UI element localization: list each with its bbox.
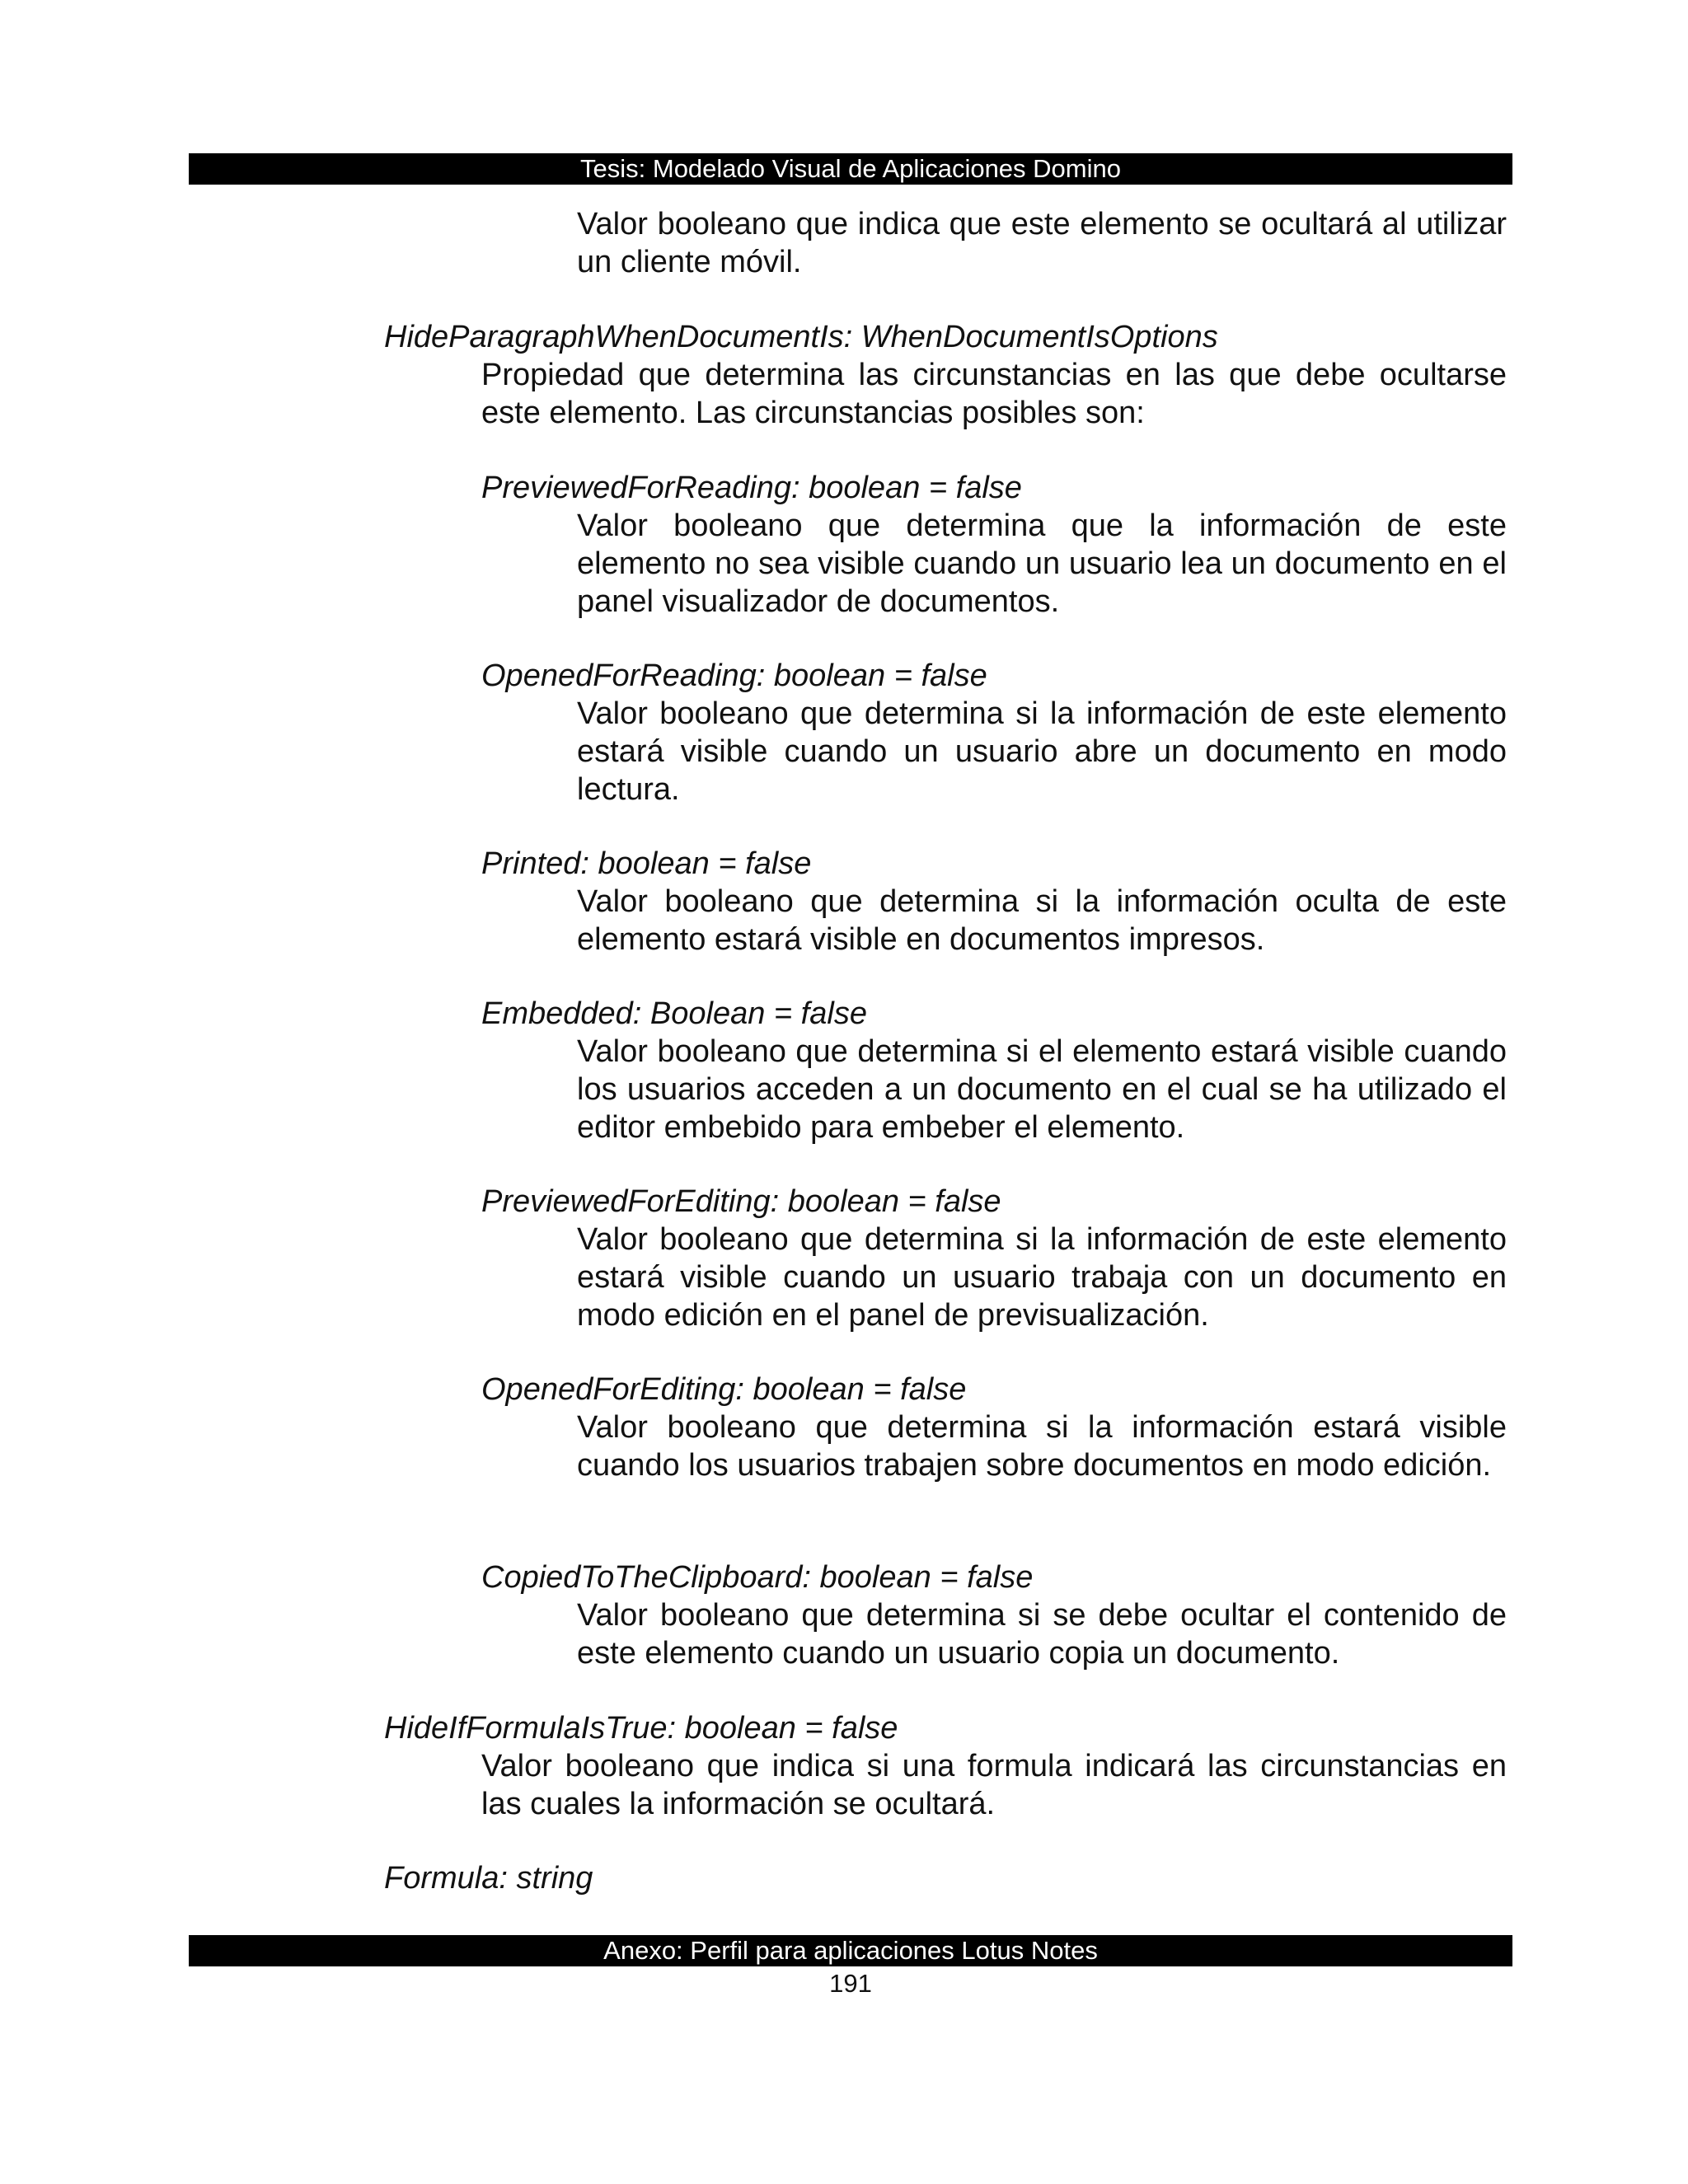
formula-title: Formula: string — [384, 1861, 593, 1896]
hide-paragraph-description: Propiedad que determina las circunstancias en las que debe ocultarse este elemento. Las circunstancias posibles son: — [481, 358, 1507, 430]
option-description: Valor booleano que determina si el elemento estará visible cuando los usuarios acceden a un documento en el cual se ha utilizado el editor embebido para embeber el elemento. — [577, 1034, 1507, 1145]
option-description: Valor booleano que determina si la información de este elemento estará visible cuando un usuario trabaja con un documento en modo edición en el panel de previsualización. — [577, 1222, 1507, 1333]
option-description: Valor booleano que determina si la información de este elemento estará visible cuando un usuario abre un documento en modo lectura. — [577, 696, 1507, 807]
option-title: Embedded: Boolean = false — [481, 996, 867, 1031]
option-title: PreviewedForEditing: boolean = false — [481, 1184, 1001, 1219]
option-title: OpenedForEditing: boolean = false — [481, 1372, 967, 1407]
footer-title: Anexo: Perfil para aplicaciones Lotus Notes — [603, 1936, 1098, 1965]
page-number: 191 — [829, 1969, 872, 1998]
hide-if-formula-title: HideIfFormulaIsTrue: boolean = false — [384, 1711, 898, 1746]
option-description: Valor booleano que determina si se debe ocultar el contenido de este elemento cuando un usuario copia un documento. — [577, 1598, 1507, 1671]
option-description: Valor booleano que determina que la información de este elemento no sea visible cuando un usuario lea un documento en el panel visualizador de documentos. — [577, 509, 1507, 619]
intro-description: Valor booleano que indica que este elemento se ocultará al utilizar un cliente móvil. — [577, 207, 1507, 279]
hide-if-formula-description: Valor booleano que indica si una formula indicará las circunstancias en las cuales la información se ocultará. — [481, 1749, 1507, 1821]
header-title: Tesis: Modelado Visual de Aplicaciones Domino — [580, 154, 1121, 183]
option-title: PreviewedForReading: boolean = false — [481, 471, 1022, 505]
option-description: Valor booleano que determina si la información oculta de este elemento estará visible en documentos impresos. — [577, 884, 1507, 957]
hide-paragraph-title: HideParagraphWhenDocumentIs: WhenDocumentIsOptions — [384, 320, 1218, 354]
option-title: CopiedToTheClipboard: boolean = false — [481, 1560, 1034, 1595]
page-footer — [189, 1935, 1512, 1966]
option-description: Valor booleano que determina si la información estará visible cuando los usuarios trabajen sobre documentos en modo edición. — [577, 1410, 1507, 1483]
option-title: OpenedForReading: boolean = false — [481, 658, 987, 693]
page-header — [189, 153, 1512, 185]
option-title: Printed: boolean = false — [481, 846, 812, 881]
